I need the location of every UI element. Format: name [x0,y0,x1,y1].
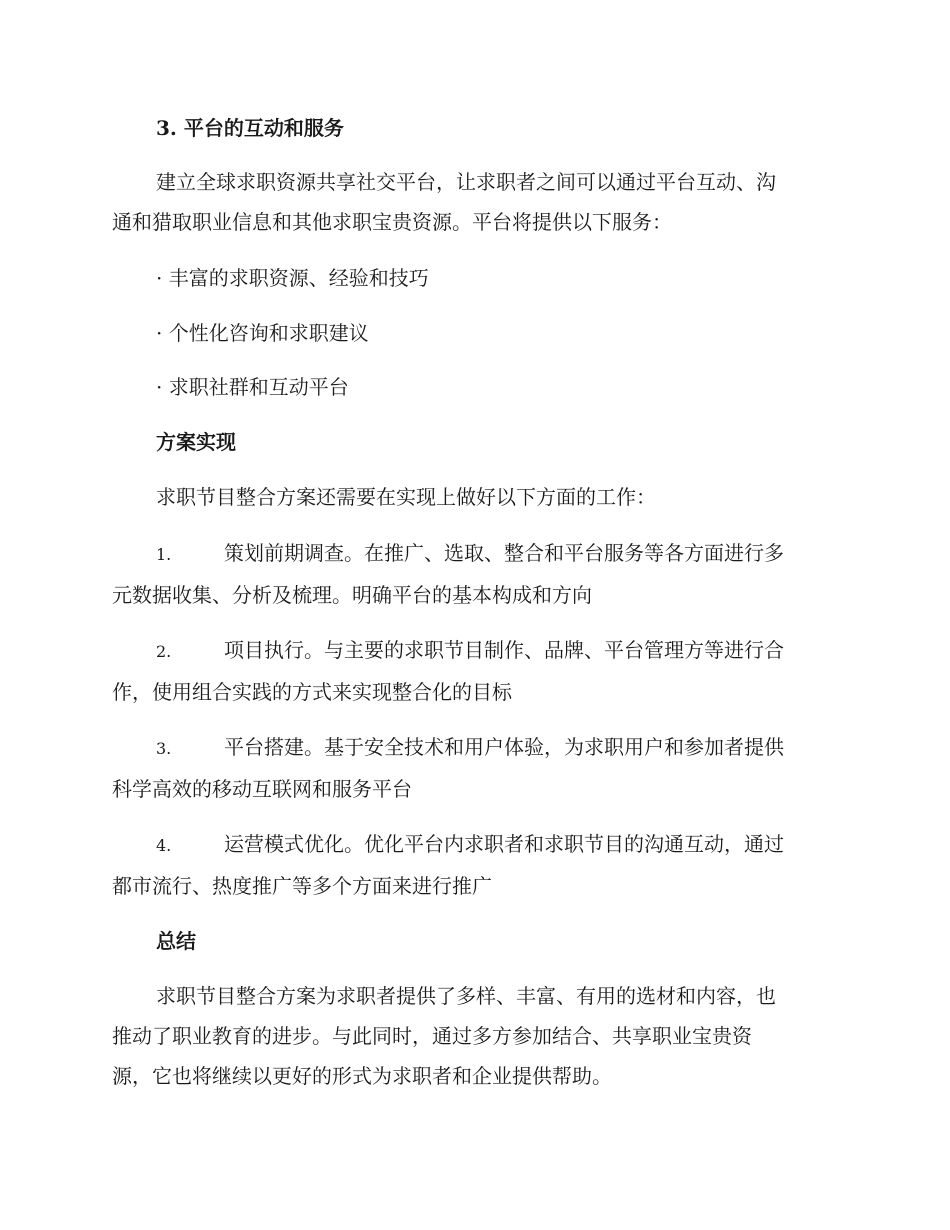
numbered-item [112,824,834,906]
item-number: 4. [156,836,172,855]
item-number: 1. [156,545,172,564]
paragraph-line: 推动了职业教育的进步。与此同时，通过多方参加结合、共享职业宝贵资 [112,1024,752,1048]
paragraph-line: 源，它也将继续以更好的形式为求职者和企业提供帮助。 [112,1064,612,1088]
section-heading-platform: 3. 平台的互动和服务 [156,116,344,140]
item-text-continued: 都市流行、热度推广等多个方面来进行推广 [112,874,492,898]
paragraph-implementation-intro: 求职节目整合方案还需要在实现上做好以下方面的工作： [156,485,656,509]
paragraph-platform-intro [112,162,834,242]
item-text-continued: 元数据收集、分析及梳理。明确平台的基本构成和方向 [112,583,592,607]
section-heading-summary: 总结 [156,929,196,953]
item-number: 2. [156,642,172,661]
item-number: 3. [156,739,172,758]
item-text-continued: 作，使用组合实践的方式来实现整合化的目标 [112,680,512,704]
paragraph-line: 求职节目整合方案为求职者提供了多样、丰富、有用的选材和内容，也 [156,984,776,1008]
section-heading-implementation: 方案实现 [156,430,236,454]
paragraph-line: 通和猎取职业信息和其他求职宝贵资源。平台将提供以下服务： [112,210,672,234]
paragraph-summary [112,976,834,1096]
item-text: 策划前期调查。在推广、选取、整合和平台服务等各方面进行多 [224,541,784,565]
item-text: 运营模式优化。优化平台内求职者和求职节目的沟通互动，通过 [224,832,784,856]
numbered-item [112,533,834,615]
item-text-continued: 科学高效的移动互联网和服务平台 [112,777,412,801]
bullet-item: · 丰富的求职资源、经验和技巧 [156,266,429,290]
paragraph-line: 建立全球求职资源共享社交平台，让求职者之间可以通过平台互动、沟 [156,170,776,194]
item-text: 平台搭建。基于安全技术和用户体验，为求职用户和参加者提供 [224,735,784,759]
bullet-item: · 求职社群和互动平台 [156,375,349,399]
item-text: 项目执行。与主要的求职节目制作、品牌、平台管理方等进行合 [224,638,784,662]
numbered-item [112,727,834,809]
bullet-item: · 个性化咨询和求职建议 [156,321,369,345]
numbered-item [112,630,834,712]
